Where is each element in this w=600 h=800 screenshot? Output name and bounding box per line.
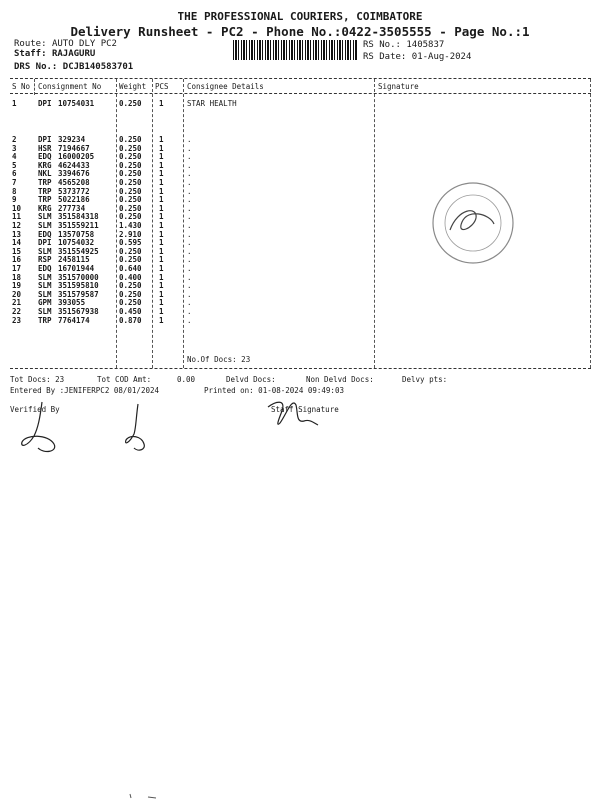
cell-sno: 4	[12, 152, 17, 162]
table-top-rule	[10, 78, 591, 79]
col-header-consignment: Consignment No	[38, 82, 102, 91]
cell-consignee: .	[187, 221, 192, 230]
cell-pcs: 1	[159, 246, 164, 256]
cell-consignment: 5373772	[58, 186, 90, 196]
cell-sno: 2	[12, 135, 17, 144]
cell-prefix: TRP	[38, 195, 52, 205]
cell-sno: 19	[12, 281, 22, 291]
rs-no-value: 1405837	[406, 40, 445, 50]
table-bottom-rule	[10, 368, 591, 369]
cell-consignment: 16701944	[58, 264, 95, 273]
cell-prefix: GPM	[38, 298, 52, 308]
cell-sno: 16	[12, 255, 22, 265]
cell-weight: 0.250	[119, 289, 142, 299]
cell-prefix: DPI	[38, 99, 52, 108]
barcode	[233, 40, 357, 60]
staff-line	[14, 49, 95, 59]
cell-sno: 6	[12, 169, 17, 179]
route-label: Route:	[14, 39, 47, 49]
cell-consignment: 3394676	[58, 169, 90, 179]
cell-pcs: 1	[159, 186, 164, 196]
cell-weight: 0.400	[119, 272, 142, 282]
col-divider	[590, 79, 591, 368]
cell-pcs: 1	[159, 315, 164, 325]
cell-consignee: .	[187, 246, 192, 256]
route-line	[14, 39, 117, 49]
cell-weight: 0.250	[119, 203, 142, 213]
cell-weight: 0.870	[119, 315, 142, 325]
cell-sno: 8	[12, 186, 17, 196]
cell-weight: 0.250	[119, 143, 142, 153]
cell-pcs: 1	[159, 281, 164, 291]
cell-weight: 0.250	[119, 255, 142, 265]
cell-consignee: .	[187, 178, 192, 187]
rs-date-line	[363, 52, 471, 62]
cell-prefix: RSP	[38, 255, 52, 265]
tot-docs: Tot Docs: 23	[10, 375, 65, 384]
cell-prefix: SLM	[38, 221, 52, 230]
cell-sno: 13	[12, 229, 22, 239]
cell-weight: 0.250	[119, 298, 142, 308]
drs-value: DCJB140583701	[62, 62, 134, 72]
cell-consignee: .	[187, 307, 192, 316]
cell-weight: 0.250	[119, 169, 142, 179]
cell-pcs: 1	[159, 255, 164, 265]
cell-consignee: .	[187, 212, 192, 222]
col-divider	[183, 79, 184, 368]
cell-consignee: .	[187, 298, 192, 308]
tot-cod-value: 0.00	[177, 375, 196, 384]
entered-by: Entered By :JENIFERPC2 08/01/2024	[10, 386, 160, 395]
cell-weight: 0.250	[119, 135, 142, 144]
cell-weight: 0.640	[119, 264, 142, 273]
cell-prefix: DPI	[38, 238, 52, 248]
drs-label: DRS No.:	[14, 62, 58, 72]
stray-mark	[126, 792, 166, 800]
cell-consignee: .	[187, 272, 192, 282]
company-title: THE PROFESSIONAL COURIERS, COIMBATORE	[177, 10, 423, 23]
cell-sno: 14	[12, 238, 22, 248]
cell-consignment: 4565208	[58, 178, 90, 187]
cell-consignee: .	[187, 195, 192, 205]
cell-weight: 1.430	[119, 221, 142, 230]
cell-consignment: 351554925	[58, 246, 99, 256]
cell-consignment: 4624433	[58, 160, 90, 170]
cell-consignment: 351567938	[58, 307, 99, 316]
cell-pcs: 1	[159, 212, 164, 222]
cell-pcs: 1	[159, 135, 164, 144]
cell-consignment: 7194667	[58, 143, 90, 153]
col-divider	[374, 79, 375, 368]
cell-weight: 0.250	[119, 178, 142, 187]
cell-prefix: DPI	[38, 135, 52, 144]
cell-sno: 1	[12, 99, 17, 108]
cell-prefix: SLM	[38, 212, 52, 222]
cell-sno: 7	[12, 178, 17, 187]
verifier-signature-2	[116, 400, 156, 458]
printed-on: Printed on: 01-08-2024 09:49:03	[204, 386, 344, 395]
rs-no-line	[363, 40, 444, 50]
cell-pcs: 1	[159, 195, 164, 205]
cell-sno: 18	[12, 272, 22, 282]
cell-sno: 5	[12, 160, 17, 170]
cell-weight: 2.910	[119, 229, 142, 239]
cell-prefix: TRP	[38, 186, 52, 196]
cell-sno: 11	[12, 212, 22, 222]
cell-consignment: 351584318	[58, 212, 99, 222]
cell-weight: 0.250	[119, 152, 142, 162]
cell-consignee: .	[187, 238, 192, 248]
cell-sno: 9	[12, 195, 17, 205]
col-header-weight: Weight	[119, 82, 147, 91]
cell-prefix: EDQ	[38, 229, 52, 239]
col-divider	[34, 79, 35, 95]
cell-pcs: 1	[159, 203, 164, 213]
cell-weight: 0.250	[119, 99, 142, 108]
cell-sno: 3	[12, 143, 17, 153]
cell-consignment: 10754031	[58, 99, 95, 108]
cell-consignee: .	[187, 186, 192, 196]
cell-consignment: 277734	[58, 203, 86, 213]
cell-prefix: SLM	[38, 307, 52, 316]
cell-weight: 0.250	[119, 160, 142, 170]
cell-prefix: HSR	[38, 143, 52, 153]
cell-pcs: 1	[159, 99, 164, 108]
cell-prefix: SLM	[38, 272, 52, 282]
cell-consignee: .	[187, 169, 192, 179]
cell-consignment: 5022186	[58, 195, 90, 205]
delvd-docs: Delvd Docs:	[226, 375, 276, 384]
cell-weight: 0.450	[119, 307, 142, 316]
cell-consignee: .	[187, 264, 192, 273]
cell-prefix: KRG	[38, 160, 52, 170]
cell-consignment: 13570758	[58, 229, 95, 239]
cell-pcs: 1	[159, 229, 164, 239]
cell-pcs: 1	[159, 272, 164, 282]
cell-consignee: .	[187, 152, 192, 162]
cell-weight: 0.250	[119, 246, 142, 256]
cell-sno: 15	[12, 246, 22, 256]
delvy-pts: Delvy pts:	[402, 375, 448, 384]
cell-prefix: EDQ	[38, 152, 52, 162]
runsheet-subtitle: Delivery Runsheet - PC2 - Phone No.:0422-3505555 - Page No.:1	[70, 24, 530, 39]
verified-by: Verified By	[10, 405, 60, 414]
cell-pcs: 1	[159, 289, 164, 299]
cell-prefix: SLM	[38, 246, 52, 256]
cell-weight: 0.250	[119, 195, 142, 205]
verifier-signature-1	[14, 398, 64, 458]
cell-weight: 0.250	[119, 281, 142, 291]
cell-pcs: 1	[159, 152, 164, 162]
cell-consignment: 393055	[58, 298, 86, 308]
header-bottom-rule	[10, 93, 591, 94]
cell-pcs: 1	[159, 160, 164, 170]
cell-prefix: NKL	[38, 169, 52, 179]
col-header-consignee: Consignee Details	[187, 82, 264, 91]
cell-consignment: 329234	[58, 135, 86, 144]
cell-consignment: 351579587	[58, 289, 99, 299]
drs-line	[14, 62, 133, 72]
col-header-pcs: PCS	[155, 82, 169, 91]
cell-consignee: .	[187, 289, 192, 299]
col-header-sno: S No	[12, 82, 31, 91]
cell-pcs: 1	[159, 169, 164, 179]
cell-prefix: SLM	[38, 281, 52, 291]
staff-signature-label: Staff Signature	[271, 405, 339, 414]
rs-date-label: RS Date:	[363, 52, 407, 62]
cell-consignee: .	[187, 203, 192, 213]
cell-consignee: .	[187, 315, 192, 325]
cell-sno: 12	[12, 221, 22, 230]
cell-consignment: 351570000	[58, 272, 99, 282]
cell-consignee: STAR HEALTH	[187, 99, 237, 108]
cell-weight: 0.595	[119, 238, 142, 248]
non-delvd-docs: Non Delvd Docs:	[306, 375, 374, 384]
cell-consignment: 2458115	[58, 255, 90, 265]
cell-prefix: EDQ	[38, 264, 52, 273]
cell-prefix: TRP	[38, 178, 52, 187]
cell-sno: 21	[12, 298, 22, 308]
cell-prefix: TRP	[38, 315, 52, 325]
cell-pcs: 1	[159, 221, 164, 230]
cell-prefix: KRG	[38, 203, 52, 213]
no-of-docs: No.Of Docs: 23	[187, 355, 251, 364]
cell-pcs: 1	[159, 143, 164, 153]
col-divider	[152, 79, 153, 368]
cell-weight: 0.250	[119, 186, 142, 196]
cell-pcs: 1	[159, 264, 164, 273]
cell-sno: 10	[12, 203, 22, 213]
cell-consignment: 351595810	[58, 281, 99, 291]
col-divider	[116, 79, 117, 368]
staff-label: Staff:	[14, 49, 47, 59]
cell-pcs: 1	[159, 238, 164, 248]
cell-consignment: 351559211	[58, 221, 99, 230]
courier-stamp	[428, 178, 518, 268]
cell-consignee: .	[187, 135, 192, 144]
cell-consignment: 10754032	[58, 238, 95, 248]
cell-prefix: SLM	[38, 289, 52, 299]
cell-consignee: .	[187, 281, 192, 291]
cell-sno: 20	[12, 289, 22, 299]
route-value: AUTO DLY PC2	[51, 39, 117, 49]
cell-weight: 0.250	[119, 212, 142, 222]
cell-consignee: .	[187, 143, 192, 153]
staff-value: RAJAGURU	[51, 49, 96, 59]
rs-no-label: RS No.:	[363, 40, 401, 50]
rs-date-value: 01-Aug-2024	[411, 52, 472, 62]
cell-consignee: .	[187, 229, 192, 239]
cell-consignment: 16000205	[58, 152, 95, 162]
cell-pcs: 1	[159, 298, 164, 308]
cell-sno: 23	[12, 315, 22, 325]
cell-pcs: 1	[159, 307, 164, 316]
cell-sno: 17	[12, 264, 22, 273]
tot-cod-label: Tot COD Amt:	[97, 375, 152, 384]
cell-consignee: .	[187, 255, 192, 265]
col-header-signature: Signature	[378, 82, 419, 91]
cell-consignment: 7764174	[58, 315, 90, 325]
staff-signature	[262, 393, 322, 433]
cell-consignee: .	[187, 160, 192, 170]
cell-pcs: 1	[159, 178, 164, 187]
cell-sno: 22	[12, 307, 22, 316]
